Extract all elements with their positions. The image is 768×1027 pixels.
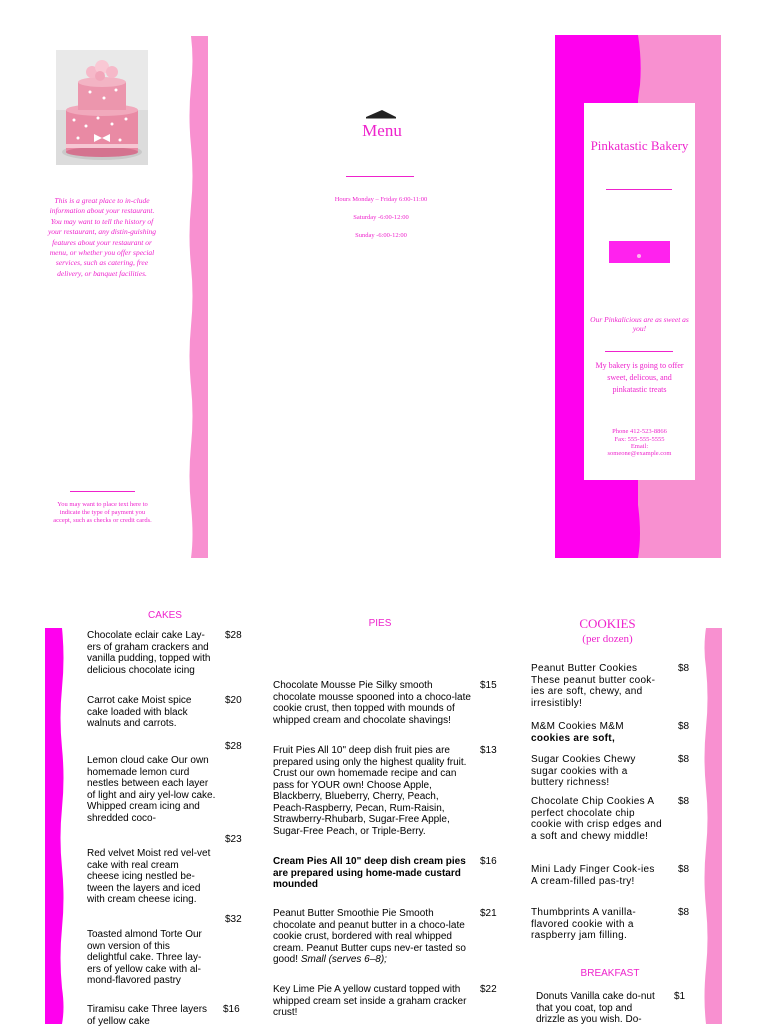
payment-info-text: You may want to place text here to indicate the type of payment you accept, such as checks or credit cards. — [53, 501, 152, 524]
pies-heading: PIES — [368, 618, 392, 629]
menu-item-text: Cream Pies All 10" deep dish cream pies are prepared using home-made custard mounded — [273, 856, 466, 890]
menu-item-text: Chocolate eclair cake Lay-ers of graham crackers and vanilla pudding, topped with delicious chocolate icing — [87, 630, 211, 676]
menu-item-price: $20 — [225, 695, 242, 706]
menu-item-price: $8 — [678, 754, 690, 765]
contact-email: someone@example.com — [607, 450, 672, 457]
tagline: Our Pinkalicious are as sweet as you! — [590, 315, 689, 333]
divider-line — [606, 189, 672, 190]
menu-item-price: $15 — [480, 680, 497, 691]
divider-line — [605, 351, 673, 352]
about-restaurant-text: This is a great place to in-clude information about your restaurant. You may want to tell the history of your restaurant, any distin-guishing features about your restaurant or menu, or whether you offer special services, such as catering, free delivery, or banquet facilities. — [47, 196, 157, 278]
menu-item-price: $8 — [678, 721, 690, 732]
menu-item-text: Donuts Vanilla cake do-nut that you coat, top and drizzle as you wish. Do- — [536, 991, 655, 1025]
cover-card — [584, 103, 695, 480]
menu-item-price: $16 — [480, 856, 497, 867]
hours-saturday: Saturday -6:00-12:00 — [353, 214, 409, 221]
menu-item-price: $8 — [678, 864, 690, 875]
menu-item-price: $13 — [480, 745, 497, 756]
menu-item-price: $8 — [678, 796, 690, 807]
cookies-heading: COOKIES — [579, 616, 636, 631]
cake-image — [56, 50, 148, 165]
breakfast-heading: BREAKFAST — [580, 968, 640, 979]
menu-item-price: $32 — [225, 914, 242, 925]
menu-item-text: Toasted almond Torte Our own version of this delightful cake. Three lay-ers of yellow cake with al-mond-flavored pastry — [87, 929, 202, 986]
menu-item-description: Peanut Butter Smoothie Pie Smooth chocolate and peanut butter in a choco-late cookie crust, bordered with real whipped cream. Peanut Butter cups nev-er tasted so good! — [273, 908, 466, 965]
menu-item-price: $21 — [480, 908, 497, 919]
menu-item-text: Tiramisu cake Three layers of yellow cake — [87, 1004, 208, 1027]
menu-item-price: $8 — [678, 907, 690, 918]
contact-fax: Fax: 555-555-5555 — [614, 436, 665, 443]
cover-image-placeholder — [609, 241, 670, 263]
contact-phone: Phone 412-523-8866 — [612, 428, 667, 435]
cakes-heading: CAKES — [148, 610, 182, 621]
menu-item-price: $23 — [225, 834, 242, 845]
contact-email-label: Email: — [630, 443, 649, 450]
menu-item-description: M&M Cookies M&M — [531, 721, 624, 732]
pink-decor-strip-left — [187, 36, 208, 558]
menu-item-text — [273, 908, 473, 966]
menu-item-price: $22 — [480, 984, 497, 995]
menu-item-serving-note: Small (serves 6–8); — [300, 954, 387, 965]
menu-item-text: Peanut Butter Cookies These peanut butter cook-ies are soft, chewy, and irresistibly! — [531, 663, 656, 709]
divider-line — [70, 491, 135, 492]
menu-item-text: Fruit Pies All 10" deep dish fruit pies are prepared using only the highest quality fruit. Crust our own homemade recipe and can pass for YOUR own! Choose Apple, Blackberry, Blueberry, Cherry, Peach, Peach-Raspberry, Pecan, Rum-Raisin, Strawberry-Rhubarb, Sugar-Free Apple, Sugar-Free Peach, or Triple-Berry. — [273, 745, 467, 837]
menu-item-price: $28 — [225, 741, 242, 752]
menu-item-text: Chocolate Mousse Pie Silky smooth chocolate mousse spooned into a choco-late cookie crust, then topped with mounds of whipped cream and chocolate shavings! — [273, 680, 471, 726]
bakery-description: My bakery is going to offer sweet, delicous, and pinkatastic treats — [595, 361, 684, 394]
hours-sunday: Sunday -6:00-12:00 — [355, 232, 407, 239]
bakery-title: Pinkatastic Bakery — [590, 138, 689, 153]
menu-item-description-bold: cookies are soft, — [531, 732, 616, 744]
menu-item-text: Chocolate Chip Cookies A perfect chocolate chip cookie with crisp edges and a soft and chewy middle! — [531, 796, 662, 842]
menu-item-text: Sugar Cookies Chewy sugar cookies with a buttery richness! — [531, 754, 636, 788]
hours-weekday: Hours Monday – Friday 6:00-11:00 — [334, 196, 428, 203]
menu-item-price: $1 — [674, 991, 686, 1002]
menu-item-price: $8 — [678, 663, 690, 674]
menu-title: Menu — [362, 121, 402, 140]
menu-item-text: Key Lime Pie A yellow custard topped with whipped cream set inside a graham cracker crust! — [273, 984, 467, 1018]
divider-line — [346, 176, 414, 177]
menu-item-text — [531, 721, 656, 744]
menu-item-text: Carrot cake Moist spice cake loaded with black walnuts and carrots. — [87, 695, 192, 729]
menu-item-text: Red velvet Moist red vel-vet cake with real cream cheese icing nestled be-tween the layers and iced with cream cheese icing. — [87, 848, 211, 905]
cookies-subheading: (per dozen) — [582, 633, 633, 645]
pink-decor-strip-bottom-right — [702, 628, 722, 1024]
menu-item-text: Lemon cloud cake Our own homemade lemon curd nestles between each layer of light and airy yel-low cake. Whipped cream icing and shredded coco- — [87, 755, 216, 824]
magenta-decor-strip-left — [45, 628, 66, 1024]
menu-decor-icon — [364, 108, 398, 120]
menu-item-text: Mini Lady Finger Cook-ies A cream-filled pas-try! — [531, 864, 655, 887]
menu-item-text: Thumbprints A vanilla-flavored cookie with a raspberry jam filling. — [531, 907, 636, 941]
menu-item-price: $28 — [225, 630, 242, 641]
menu-item-price: $16 — [223, 1004, 240, 1015]
